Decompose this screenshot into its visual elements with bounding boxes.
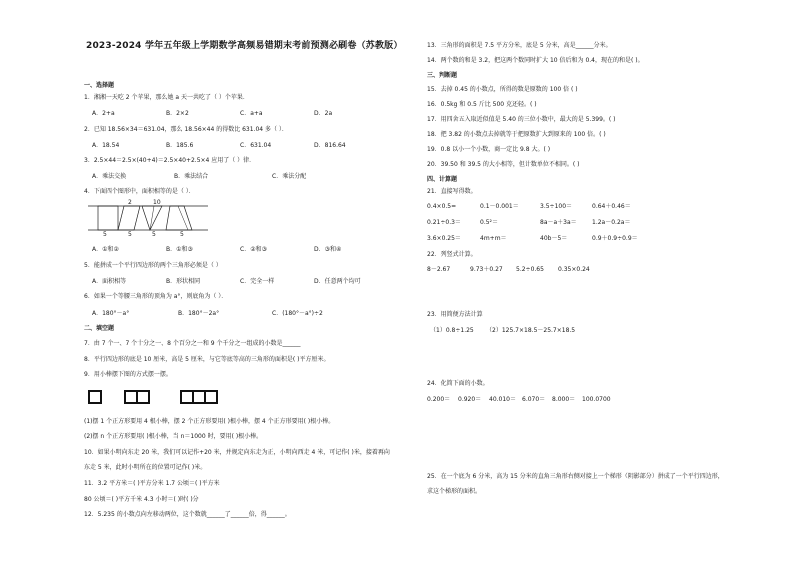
q5-option-a: A．面积相等 [92,278,127,285]
question-9: 9．用小棒摆下图的方式摆一摆。 [84,371,172,378]
question-23: 23．用简便方法计算 [427,311,483,318]
section-judge-heading: 三、判断题 [427,72,458,79]
question-4: 4．下面四个图形中，面积相等的是（ ）． [84,188,195,195]
question-16: 16．0.5kg 和 0.5 斤比 500 克还轻。( ) [427,101,537,108]
page-title: 2023-2024 学年五年级上学期数学高频易错期末考前预测必刷卷（苏教版） [86,41,403,51]
q4-option-b: B．①和③ [166,246,193,253]
q4-option-d: D．③和④ [314,246,342,253]
question-1: 1．湘湘一天吃 2 个苹果，那么她 a 天一共吃了（ ）个苹果． [84,94,249,101]
q21-r1-c3: 3.5÷100＝ [540,203,573,210]
q24-item-4: 6.070＝ [522,396,546,403]
question-10-line-2: 东走 5 米，此时小明所在的位置可记作( )米。 [84,464,207,471]
q24-item-6: 100.0700 [582,396,611,403]
square-2b [136,390,150,404]
q21-r2-c3: 8a－a＋3a＝ [540,219,577,226]
figure-label-2: 2 [128,199,132,206]
q22-item-3: 5.2÷0.65 [516,266,544,273]
q3-option-b: B．乘法结合 [174,173,209,180]
figure-label-5d: 5 [180,231,184,238]
question-17: 17．用四舍五入取近似值是 5.40 的三位小数中，最大的是 5.399。( ) [427,116,616,123]
q23-item-2: （2）125.7×18.5－25.7×18.5 [486,327,576,334]
q23-item-1: （1）0.8÷1.25 [430,327,474,334]
q22-item-2: 9.73＋0.27 [470,266,503,273]
q2-option-c: C．631.04 [240,142,272,149]
figure-label-10: 10 [153,199,161,206]
question-9-part-2: (2)摆 n 个正方形要用( )根小棒，当 n＝1000 时，要用( )根小棒。 [84,433,263,440]
question-13: 13．三角形的面积是 7.5 平方分米，底是 5 分米，高是______分米。 [427,42,612,49]
q3-option-a: A．乘法交换 [92,173,127,180]
figure-label-5b: 5 [128,231,132,238]
question-9-part-1: (1)摆 1 个正方形要用 4 根小棒，摆 2 个正方形要用( )根小棒，摆 4 个正方形要用( )根小棒。 [84,418,335,425]
q24-item-2: 0.920＝ [458,396,482,403]
q21-r2-c1: 0.21÷0.3＝ [427,219,461,226]
question-11-line-1: 11．3.2 平方米＝( )平方分米 1.7 公顷＝( )平方米 [84,480,220,487]
q21-r3-c1: 3.6×0.25＝ [427,235,461,242]
question-14: 14．两个数的和是 3.2，把这两个数同时扩大 10 倍后和为 0.4，现在的和是( )。 [427,57,644,64]
figure-label-5c: 5 [152,231,156,238]
figure-label-5a: 5 [103,231,107,238]
section-calc-heading: 四、计算题 [427,176,458,183]
q5-option-b: B．形状相同 [166,278,201,285]
section-choice-heading: 一、选择题 [84,82,115,89]
q22-item-4: 0.35×0.24 [558,266,590,273]
q5-option-c: C．完全一样 [240,278,275,285]
question-15: 15．去掉 0.45 的小数点，所得的数是原数的 100 倍 ( ) [427,86,578,93]
question-8: 8．平行四边形的底是 10 厘米，高是 5 厘米，与它等底等高的三角形的面积是( )平方厘米。 [84,356,330,363]
question-7: 7．由 7 个一、7 个十分之一、8 个百分之一和 9 个千分之一组成的小数是______ [84,340,301,347]
question-25-line-2: 求这个梯形的面积。 [427,488,482,495]
question-20: 20．39.50 和 39.5 的大小相等，但计数单位不相同。( ) [427,161,580,168]
q24-item-1: 0.200＝ [427,396,451,403]
q21-r2-c2: 0.5²＝ [480,219,498,226]
q21-r3-c2: 4m+m＝ [480,235,507,242]
q2-option-d: D．816.64 [314,142,346,149]
question-2: 2．已知 18.56×34＝631.04，那么 18.56×44 的得数比 631.04 多（ ）． [84,126,288,133]
question-5: 5．能拼成一个平行四边形的两个三角形必须是（ ） [84,262,222,269]
question-6: 6．如果一个等腰三角形的顶角为 a°，则底角为（ ）． [84,293,228,300]
q6-option-c: C．(180°－a°)÷2 [272,310,323,317]
question-21: 21．直接写得数。 [427,188,477,195]
question-11-line-2: 80 公顷＝( )平方千米 4.3 小时＝( )时( )分 [84,496,199,503]
q21-r1-c4: 0.64＋0.46＝ [592,203,631,210]
q2-option-a: A．18.54 [92,142,120,149]
question-25-line-1: 25．在一个底为 6 分米，高为 15 分米的直角三角形右侧对接上一个梯形（阴影部分）拼成了一个平行四边形， [427,473,724,480]
question-24: 24．化简下面的小数。 [427,380,489,387]
question-10-line-1: 10．如果小明向东走 20 米，我们可以记作+20 米，并规定向东走为正，小明向西走 4 米，可记作( )米，接着再向 [84,449,390,456]
q24-item-5: 8.000＝ [552,396,576,403]
q1-option-d: D．2a [314,110,333,117]
q2-option-b: B．185.6 [166,142,194,149]
question-3: 3．2.5×44＝2.5×(40+4)＝2.5×40+2.5×4 应用了（ ）律． [84,157,256,164]
q22-item-1: 8－2.67 [427,266,451,273]
question-12: 12．5.235 的小数点向左移动两位，这个数就______了______倍，得______。 [84,511,291,518]
q6-option-b: B．180°－2a° [178,310,220,317]
question-22: 22．列竖式计算。 [427,251,477,258]
q4-option-c: C．②和③ [240,246,267,253]
q1-option-a: A．2+a [92,110,115,117]
q21-r2-c4: 1.2a－0.2a＝ [592,219,631,226]
q5-option-d: D．任意两个均可 [314,278,361,285]
q4-option-a: A．①和② [92,246,119,253]
q6-option-a: A．180°－a° [92,310,130,317]
q21-r3-c3: 40b－5＝ [540,235,568,242]
square-1 [88,390,102,404]
q21-r1-c1: 0.4×0.5= [427,203,457,210]
q1-option-b: B．2×2 [166,110,189,117]
q1-option-c: C．a+a [240,110,263,117]
q24-item-3: 40.010＝ [489,396,516,403]
matchstick-squares-figure [88,390,228,408]
q21-r1-c2: 0.1－0.001＝ [480,203,519,210]
q3-option-c: C．乘法分配 [272,173,307,180]
square-3c [204,390,218,404]
q21-r3-c4: 0.9＋0.9÷0.9＝ [592,235,638,242]
question-18: 18．把 3.82 的小数点去掉就等于把原数扩大到原来的 100 倍。( ) [427,131,606,138]
question-19: 19．0.8 以小一个小数，商一定比 9.8 大。( ) [427,146,551,153]
section-fill-heading: 二、填空题 [84,325,115,332]
